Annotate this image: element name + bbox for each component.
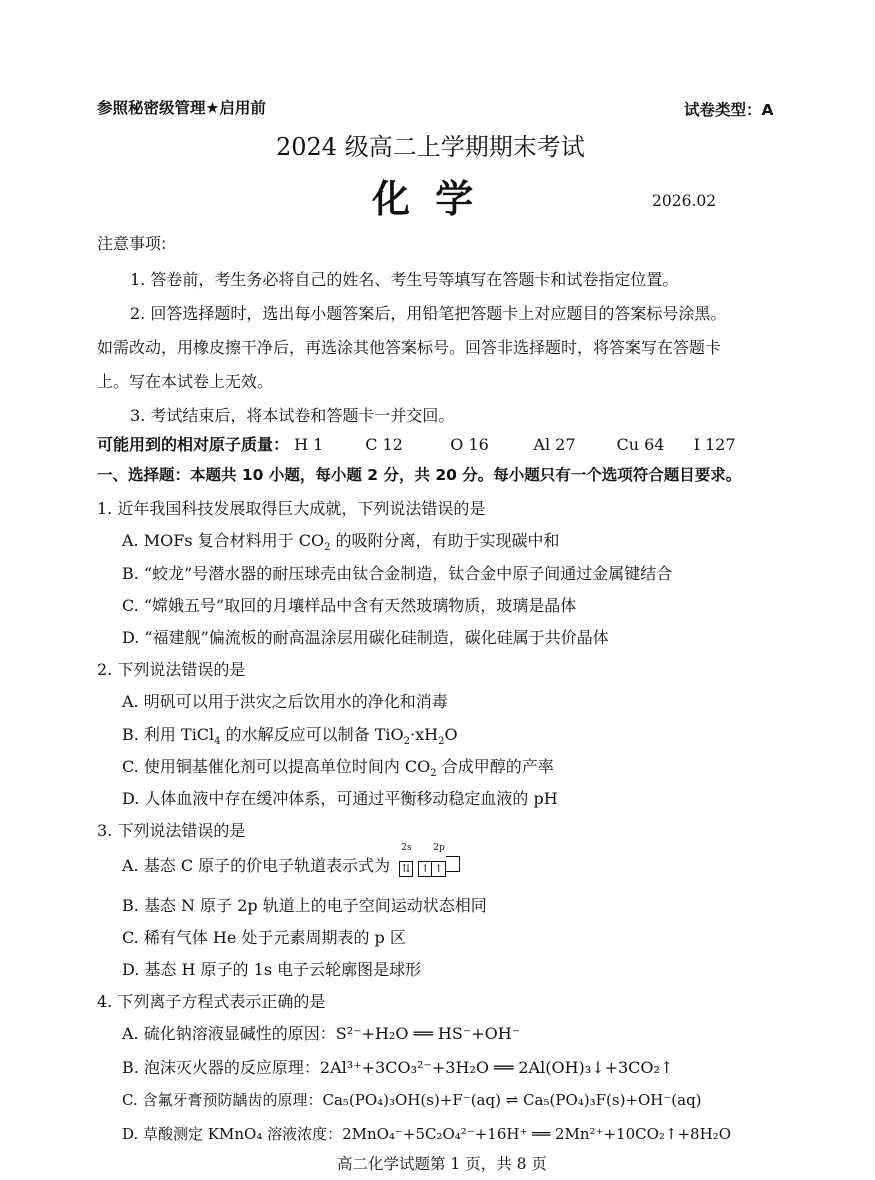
option-b: B. 基态 N 原子 2p 轨道上的电子空间运动状态相同 <box>122 896 487 915</box>
notice-line: 上。写在本试卷上无效。 <box>97 372 274 391</box>
option-c: C. 稀有气体 He 处于元素周期表的 p 区 <box>122 928 406 947</box>
atomic-mass-item: I 127 <box>693 435 736 454</box>
atomic-mass-item: Cu 64 <box>616 435 665 454</box>
atomic-mass-item: Al 27 <box>533 435 576 454</box>
option-b: B. 泡沫灭火器的反应原理：2Al³⁺+3CO₃²⁻+3H₂O ══ 2Al(OH)₃↓+3CO₂↑ <box>122 1058 674 1077</box>
option-c: C. 含氟牙膏预防龋齿的原理：Ca₅(PO₄)₃OH(s)+F⁻(aq) ⇌ Ca₅(PO₄)₃F(s)+OH⁻(aq) <box>122 1091 702 1109</box>
exam-title: 2024 级高二上学期期末考试 <box>276 133 585 161</box>
question-stem: 1. 近年我国科技发展取得巨大成就，下列说法错误的是 <box>97 499 486 518</box>
option-b: B. “蛟龙”号潜水器的耐压球壳由钛合金制造，钛合金中原子间通过金属键结合 <box>122 564 673 583</box>
option-a: A. 硫化钠溶液显碱性的原因：S²⁻+H₂O ══ HS⁻+OH⁻ <box>122 1024 521 1043</box>
question-stem: 4. 下列离子方程式表示正确的是 <box>97 992 326 1011</box>
notice-line: 3. 考试结束后，将本试卷和答题卡一并交回。 <box>130 406 455 425</box>
atomic-mass-item: O 16 <box>450 435 489 454</box>
atomic-mass-item: H 1 <box>294 435 324 454</box>
page-footer: 高二化学试题第 1 页，共 8 页 <box>337 1155 547 1173</box>
notice-line: 如需改动，用橡皮擦干净后，再选涂其他答案标号。回答非选择题时，将答案写在答题卡 <box>97 338 722 357</box>
option-c: C. 使用铜基催化剂可以提高单位时间内 $CO_2$ 合成甲醇的产率 <box>122 757 554 780</box>
notice-line: 1. 答卷前，考生务必将自己的姓名、考生号等填写在答题卡和试卷指定位置。 <box>130 270 679 289</box>
option-a: A. MOFs 复合材料用于 $CO_2$ 的吸附分离，有助于实现碳中和 <box>122 531 560 554</box>
option-b: B. 利用 TiCl$_4$ 的水解反应可以制备 $TiO_2\cdot xH_2O$ <box>122 725 458 748</box>
atomic-masses <box>97 432 736 455</box>
notice-line: 2. 回答选择题时，选出每小题答案后，用铅笔把答题卡上对应题目的答案标号涂黑。 <box>130 304 727 323</box>
option-a: A. 基态 C 原子的价电子轨道表示式为 2s 2p ⇅ ↿ ↿ <box>122 853 460 877</box>
question-stem: 3. 下列说法错误的是 <box>97 821 246 840</box>
atomic-mass-item: C 12 <box>365 435 403 454</box>
option-a: A. 明矾可以用于洪灾之后饮用水的净化和消毒 <box>122 692 448 711</box>
exam-date: 2026.02 <box>652 192 717 210</box>
option-d: D. 草酸测定 KMnO₄ 溶液浓度：2MnO₄⁻+5C₂O₄²⁻+16H⁺ ══ 2Mn²⁺+10CO₂↑+8H₂O <box>122 1125 731 1143</box>
question-stem: 2. 下列说法错误的是 <box>97 660 246 679</box>
secret-label: 参照秘密级管理★启用前 <box>97 99 266 117</box>
option-d: D. 基态 H 原子的 1s 电子云轮廓图是球形 <box>122 960 422 979</box>
option-d: D. 人体血液中存在缓冲体系，可通过平衡移动稳定血液的 pH <box>122 789 558 808</box>
orbital-diagram: 2s 2p ⇅ ↿ ↿ <box>399 856 460 877</box>
subject-title: 化 学 <box>372 176 480 221</box>
section-heading: 一、选择题：本题共 10 小题，每小题 2 分，共 20 分。每小题只有一个选项符合题目要求。 <box>97 466 742 484</box>
atomic-masses-label: 可能用到的相对原子质量： <box>97 435 290 454</box>
option-d: D. “福建舰”偏流板的耐高温涂层用碳化硅制造，碳化硅属于共价晶体 <box>122 628 609 647</box>
paper-type: 试卷类型：A <box>684 101 774 119</box>
notice-heading: 注意事项: <box>97 234 167 253</box>
option-c: C. “嫦娥五号”取回的月壤样品中含有天然玻璃物质，玻璃是晶体 <box>122 596 577 615</box>
